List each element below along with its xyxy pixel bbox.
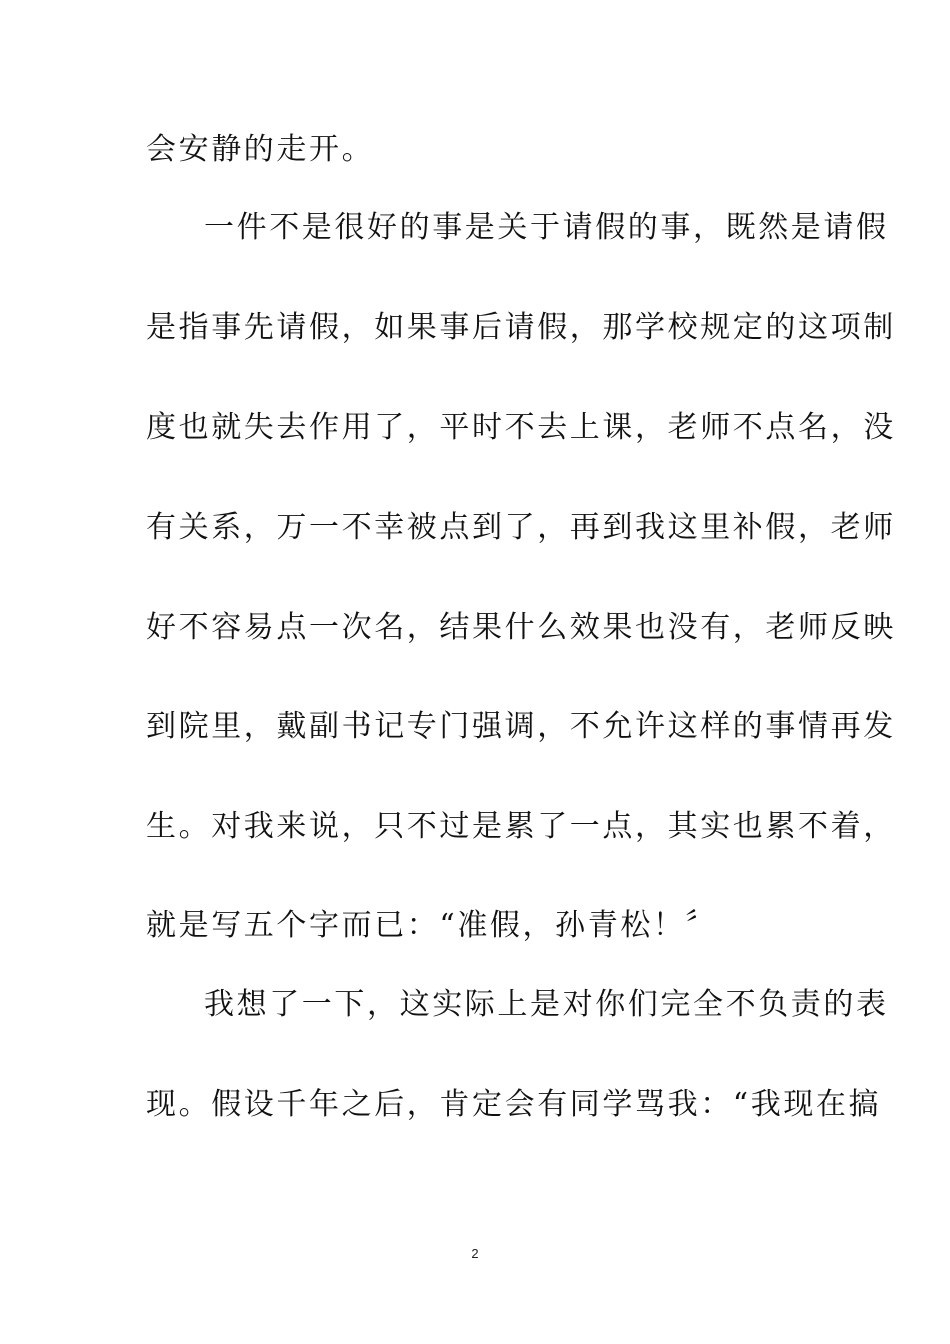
text-line: 会安静的走开。	[146, 132, 375, 167]
text-line: 一件不是很好的事是关于请假的事，既然是请假	[204, 210, 889, 245]
text-line: 好不容易点一次名，结果什么效果也没有，老师反映	[146, 610, 896, 645]
page-number: 2	[471, 1246, 479, 1261]
text-line: 生。对我来说，只不过是累了一点，其实也累不着，	[146, 809, 896, 844]
text-line: 有关系，万一不幸被点到了，再到我这里补假，老师	[146, 510, 896, 545]
text-line: 度也就失去作用了，平时不去上课，老师不点名，没	[146, 410, 896, 445]
text-line: 我想了一下，这实际上是对你们完全不负责的表	[204, 987, 889, 1022]
text-line: 是指事先请假，如果事后请假，那学校规定的这项制	[146, 310, 896, 345]
text-line: 就是写五个字而已：“准假，孙青松！〞	[146, 908, 719, 943]
text-line: 到院里，戴副书记专门强调，不允许这样的事情再发	[146, 709, 896, 744]
text-line: 现。假设千年之后，肯定会有同学骂我：“我现在搞	[146, 1087, 882, 1122]
